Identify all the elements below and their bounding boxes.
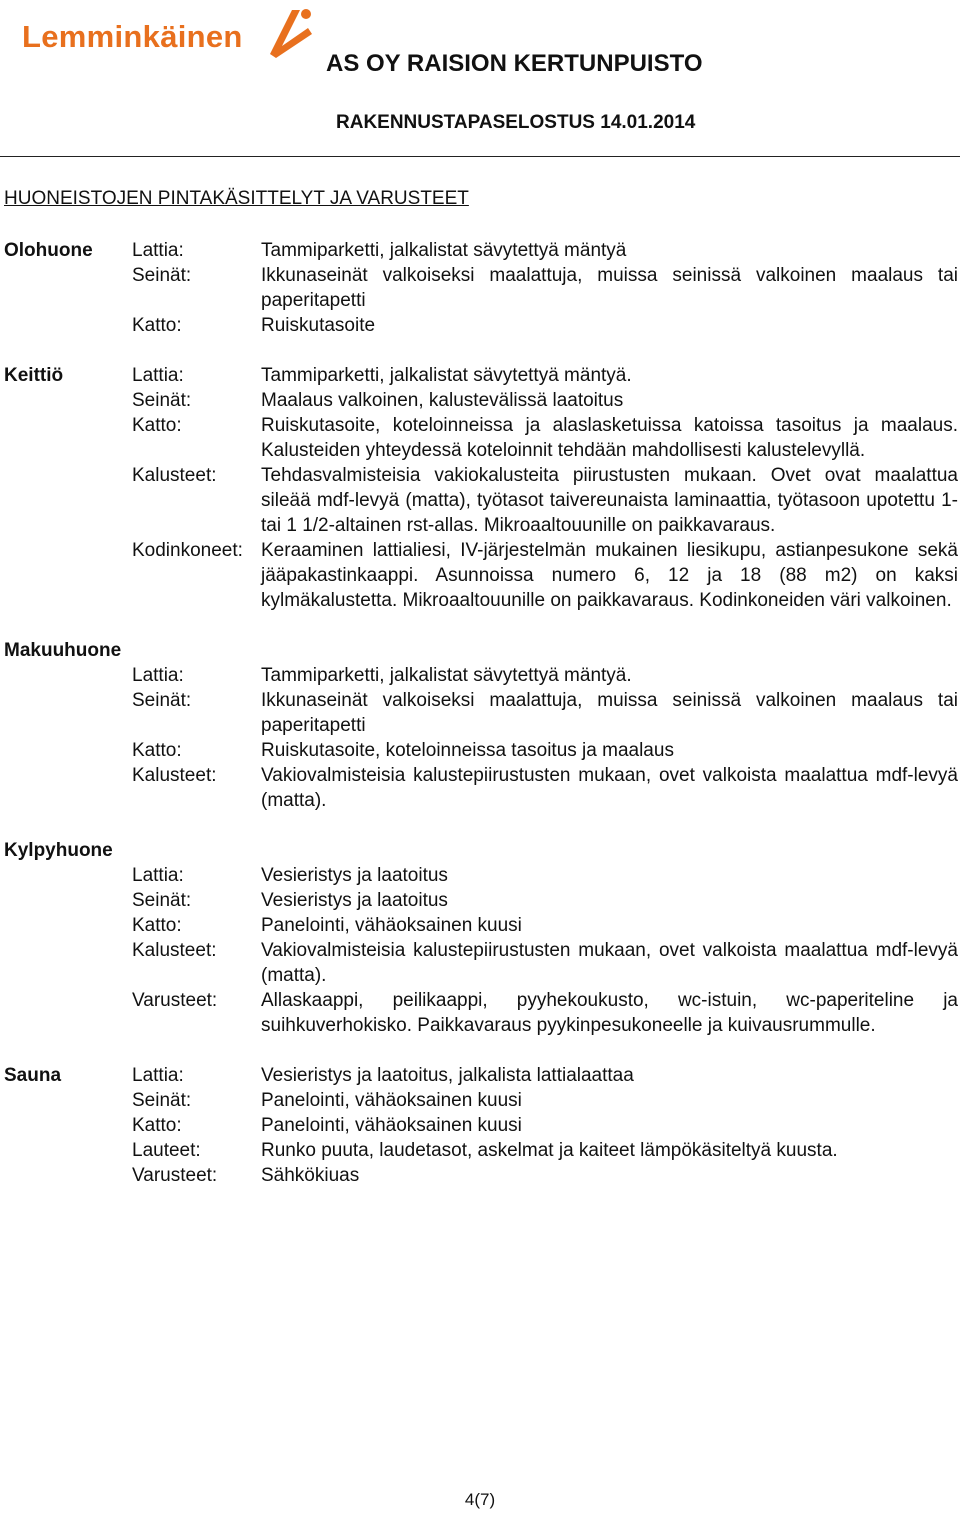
room-name: Sauna xyxy=(4,1065,62,1086)
spec-value: Maalaus valkoinen, kalustevälissä laatoitus xyxy=(261,390,624,411)
spec-label: Seinät: xyxy=(132,690,192,711)
spec-label: Lattia: xyxy=(132,365,184,386)
spec-label: Kodinkoneet: xyxy=(132,540,243,561)
spec-label: Seinät: xyxy=(132,1090,192,1111)
room-makuuhuone xyxy=(0,638,960,813)
spec-value: Ikkunaseinät valkoiseksi maalattuja, muissa seinissä valkoinen maalaus tai paperitapetti xyxy=(261,690,958,736)
room-name: Olohuone xyxy=(4,240,93,261)
spec-row xyxy=(0,1113,960,1138)
spec-row xyxy=(0,1063,960,1088)
spec-row xyxy=(0,888,960,913)
spec-row xyxy=(0,413,960,463)
spec-label: Lattia: xyxy=(132,240,184,261)
spec-row xyxy=(0,938,960,988)
spec-label: Kalusteet: xyxy=(132,940,217,961)
spec-value: Ruiskutasoite, koteloinneissa ja alaslasketuissa katoissa tasoitus ja maalaus. Kalusteiden yhteydessä koteloinnit tehdään mahdollisesti kalustelevyllä. xyxy=(261,415,958,461)
spec-value: Tammiparketti, jalkalistat sävytettyä mäntyä xyxy=(261,240,627,261)
section-title: HUONEISTOJEN PINTAKÄSITTELYT JA VARUSTEET xyxy=(4,188,469,209)
spec-row xyxy=(0,313,960,338)
room-kylpyhuone xyxy=(0,838,960,1038)
spec-label: Katto: xyxy=(132,740,182,761)
spec-value: Sähkökiuas xyxy=(261,1165,360,1186)
spec-row xyxy=(0,988,960,1038)
spec-label: Katto: xyxy=(132,915,182,936)
room-name: Makuuhuone xyxy=(4,640,122,661)
spec-row xyxy=(0,538,960,613)
room-name: Keittiö xyxy=(4,365,64,386)
spec-label: Katto: xyxy=(132,1115,182,1136)
spec-row xyxy=(0,263,960,313)
spec-row xyxy=(0,688,960,738)
spec-label: Varusteet: xyxy=(132,1165,218,1186)
spec-value: Tammiparketti, jalkalistat sävytettyä mäntyä. xyxy=(261,665,632,686)
room-olohuone xyxy=(0,238,960,338)
page-number: 4(7) xyxy=(464,1490,496,1509)
spec-value: Keraaminen lattialiesi, IV-järjestelmän mukainen liesikupu, astianpesukone sekä jääpakastinkaappi. Asunnoissa numero 6, 12 ja 18 (88 m2) on kaksi kylmäkalustetta. Mikroaaltouunille on paikkavaraus. Kodinkoneiden väri valkoinen. xyxy=(261,540,958,611)
spec-label: Kalusteet: xyxy=(132,465,217,486)
logo-wordmark: Lemminkäinen xyxy=(22,19,243,54)
spec-label: Seinät: xyxy=(132,265,192,286)
spec-value: Allaskaappi, peilikaappi, pyyhekoukusto, wc-istuin, wc-paperiteline ja suihkuverhokisko. Paikkavaraus pyykinpesukoneelle ja kuivausrummulle. xyxy=(261,990,958,1036)
spec-row xyxy=(0,1163,960,1188)
spec-value: Vakiovalmisteisia kalustepiirustusten mukaan, ovet valkoista maalattua mdf-levyä (matta). xyxy=(261,940,958,986)
spec-value: Vesieristys ja laatoitus xyxy=(261,865,448,886)
spec-row xyxy=(0,763,960,813)
spec-row xyxy=(0,238,960,263)
spec-label: Seinät: xyxy=(132,390,192,411)
spec-row xyxy=(0,913,960,938)
spec-label: Lattia: xyxy=(132,1065,184,1086)
spec-value: Vakiovalmisteisia kalustepiirustusten mukaan, ovet valkoista maalattua mdf-levyä (matta). xyxy=(261,765,958,811)
spec-value: Vesieristys ja laatoitus, jalkalista lattialaattaa xyxy=(261,1065,634,1086)
spec-label: Katto: xyxy=(132,315,182,336)
spec-row xyxy=(0,663,960,688)
spec-row xyxy=(0,863,960,888)
spec-value: Ruiskutasoite, koteloinneissa tasoitus ja maalaus xyxy=(261,740,674,761)
spec-value: Ikkunaseinät valkoiseksi maalattuja, muissa seinissä valkoinen maalaus tai paperitapetti xyxy=(261,265,958,311)
spec-label: Lattia: xyxy=(132,865,184,886)
spec-value: Panelointi, vähäoksainen kuusi xyxy=(261,1090,522,1111)
room-name: Kylpyhuone xyxy=(4,840,113,861)
spec-label: Seinät: xyxy=(132,890,192,911)
spec-row xyxy=(0,463,960,538)
room-list xyxy=(0,238,960,1213)
spec-value: Panelointi, vähäoksainen kuusi xyxy=(261,1115,522,1136)
spec-label: Lauteet: xyxy=(132,1140,201,1161)
logo-arrow-icon xyxy=(262,4,318,60)
document-title: RAKENNUSTAPASELOSTUS 14.01.2014 xyxy=(336,112,696,133)
project-title: AS OY RAISION KERTUNPUISTO xyxy=(326,50,703,77)
spec-value: Panelointi, vähäoksainen kuusi xyxy=(261,915,522,936)
spec-value: Runko puuta, laudetasot, askelmat ja kaiteet lämpökäsiteltyä kuusta. xyxy=(261,1140,838,1161)
room-name-line xyxy=(0,638,960,663)
spec-row xyxy=(0,1088,960,1113)
room-sauna xyxy=(0,1063,960,1188)
spec-row xyxy=(0,363,960,388)
spec-label: Kalusteet: xyxy=(132,765,217,786)
spec-label: Varusteet: xyxy=(132,990,218,1011)
room-name-line xyxy=(0,838,960,863)
spec-value: Ruiskutasoite xyxy=(261,315,376,336)
company-logo xyxy=(18,4,318,62)
spec-row xyxy=(0,738,960,763)
spec-value: Vesieristys ja laatoitus xyxy=(261,890,448,911)
spec-value: Tehdasvalmisteisia vakiokalusteita piirustusten mukaan. Ovet ovat maalattua sileää mdf-levyä (matta), työtasot taivereunaista laminaattia, työtasoon upotettu 1- tai 1 1/2-altainen rst-allas. Mikroaaltouunille on paikkavaraus. xyxy=(261,465,958,536)
spec-label: Katto: xyxy=(132,415,182,436)
spec-value: Tammiparketti, jalkalistat sävytettyä mäntyä. xyxy=(261,365,632,386)
header-divider xyxy=(0,156,960,157)
spec-label: Lattia: xyxy=(132,665,184,686)
room-keittiö xyxy=(0,363,960,613)
spec-row xyxy=(0,388,960,413)
spec-row xyxy=(0,1138,960,1163)
